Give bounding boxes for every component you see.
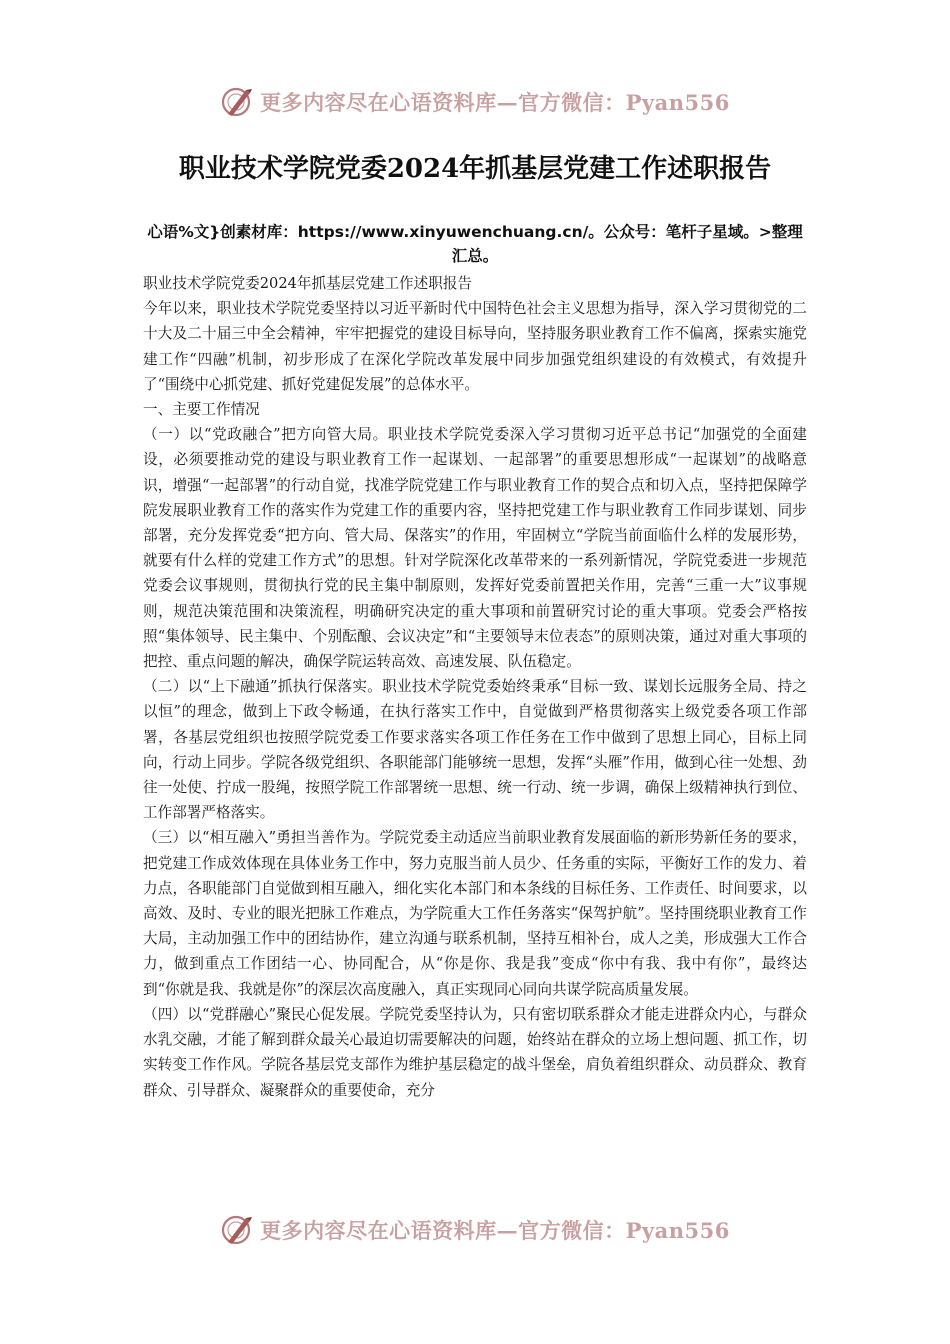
document-title: 职业技术学院党委2024年抓基层党建工作述职报告	[178, 154, 772, 184]
pen-logo-icon	[220, 84, 256, 120]
watermark-text: 更多内容尽在心语资料库—官方微信：Pyan556	[260, 1218, 730, 1243]
watermark-footer	[0, 1210, 950, 1250]
document-body	[143, 271, 807, 1103]
watermark-text: 更多内容尽在心语资料库—官方微信：Pyan556	[260, 90, 730, 115]
paragraph-item: （四）以“党群融心”聚民心促发展。学院党委坚持认为，只有密切联系群众才能走进群众内心，与群众水乳交融，才能了解到群众最关心最迫切需要解决的问题，始终站在群众的立场上想问题、抓工作，切实转变工作作风。学院各基层党支部作为维护基层稳定的战斗堡垒，肩负着组织群众、动员群众、教育群众、引导群众、凝聚群众的重要使命，充分	[143, 1005, 807, 1099]
paragraph-item: （二）以“上下融通”抓执行保落实。职业技术学院党委始终秉承“目标一致、谋划长远服务全局、持之以恒”的理念，做到上下政令畅通，在执行落实工作中，自觉做到严格贯彻落实上级党委各项工作部署，各基层党组织也按照学院党委工作要求落实各项工作任务在工作中做到了思想上同心，目标上同向，行动上同步。学院各级党组织、各职能部门能够统一思想，发挥“头雁”作用，做到心往一处想、劲往一处使、拧成一股绳，按照学院工作部署统一思想、统一行动、统一步调，确保上级精神执行到位、工作部署严格落实。	[143, 678, 807, 822]
paragraph-item: （三）以“相互融入”勇担当善作为。学院党委主动适应当前职业教育发展面临的新形势新任务的要求，把党建工作成效体现在具体业务工作中，努力克服当前人员少、任务重的实际，平衡好工作的发力、着力点，各职能部门自觉做到相互融入，细化实化本部门和本条线的目标任务、工作责任、时间要求，以高效、及时、专业的眼光把脉工作难点，为学院重大工作任务落实“保驾护航”。坚持围绕职业教育工作大局，主动加强工作中的团结协作，建立沟通与联系机制，坚持互相补台，成人之美，形成强大工作合力，做到重点工作团结一心、协同配合，从“你是你、我是我”变成“你中有我、我中有你”，最终达到“你就是我、我就是你”的深层次高度融入，真正实现同心同向共谋学院高质量发展。	[143, 829, 807, 998]
paragraph-item: （一）以“党政融合”把方向管大局。职业技术学院党委深入学习贯彻习近平总书记“加强党的全面建设，必须要推动党的建设与职业教育工作一起谋划、一起部署”的重要思想形成“一起谋划”的战略意识，增强“一起部署”的行动自觉，找准学院党建工作与职业教育工作的契合点和切入点，坚持把保障学院发展职业教育工作的落实作为党建工作的重要内容，坚持把党建工作与职业教育工作同步谋划、同步部署，充分发挥党委“把方向、管大局、保落实”的作用，牢固树立“学院当前面临什么样的发展形势，就要有什么样的党建工作方式”的思想。针对学院深化改革带来的一系列新情况，学院党委进一步规范党委会议事规则，贯彻执行党的民主集中制原则，发挥好党委前置把关作用，完善“三重一大”议事规则，规范决策范围和决策流程，明确研究决定的重大事项和前置研究讨论的重大事项。党委会严格按照“集体领导、民主集中、个别酝酿、会议决定”和“主要领导末位表态”的原则决策，通过对重大事项的把控、重点问题的解决，确保学院运转高效、高速发展、队伍稳定。	[143, 426, 807, 671]
watermark-header	[0, 82, 950, 122]
intro-paragraph: 今年以来，职业技术学院党委坚持以习近平新时代中国特色社会主义思想为指导，深入学习贯彻党的二十大及二十届三中全会精神，牢牢把握党的建设目标导向，坚持服务职业教育工作不偏离，探索实施党建工作“四融”机制，初步形成了在深化学院改革发展中同步加强党组织建设的有效模式，有效提升了“围绕中心抓党建、抓好党建促发展”的总体水平。	[143, 300, 807, 393]
pen-logo-icon	[220, 1212, 256, 1248]
source-note: 心语%文}创素材库：https://www.xinyuwenchuang.cn/。公众号：笔杆子星域。>整理汇总。	[147, 223, 803, 265]
section-heading: 一、主要工作情况	[143, 401, 260, 419]
body-subtitle: 职业技术学院党委2024年抓基层党建工作述职报告	[143, 275, 473, 292]
